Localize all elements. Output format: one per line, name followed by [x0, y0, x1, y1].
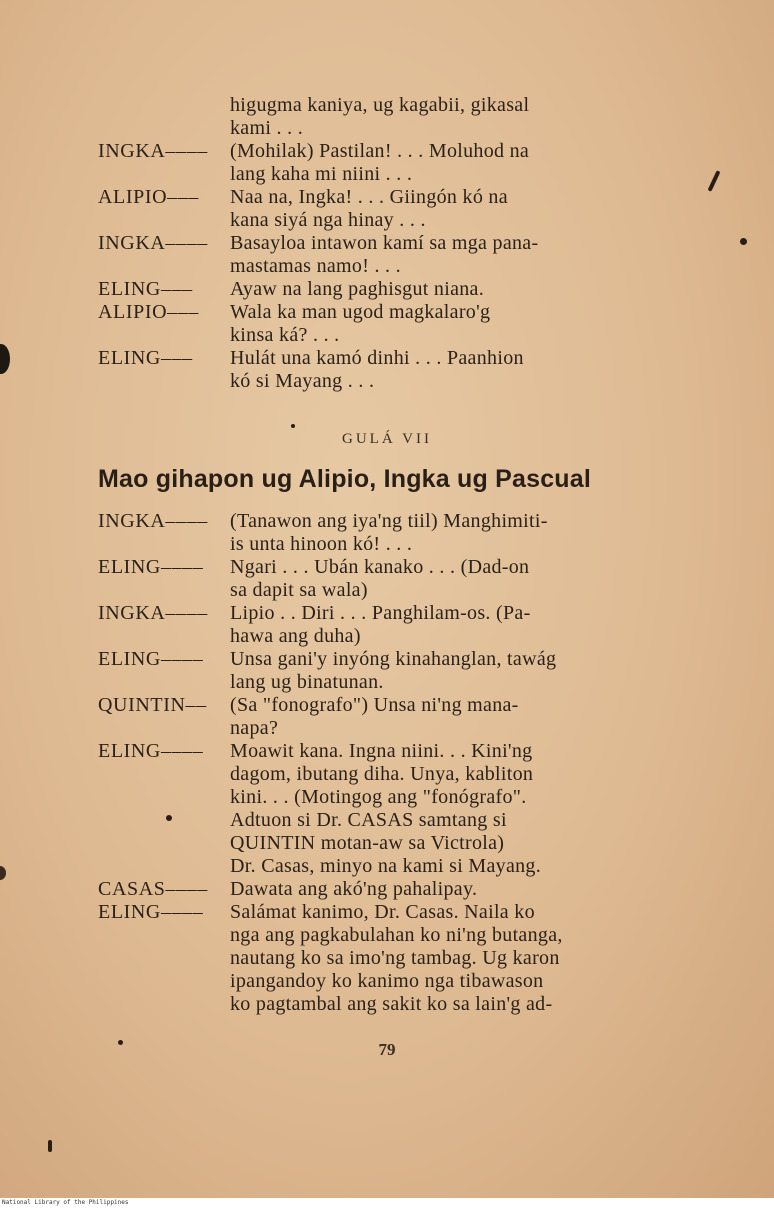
speech-line: Hulát una kamó dinhi . . . Paanhion	[230, 347, 524, 369]
dialogue-entry	[98, 602, 643, 648]
dialogue-entry	[98, 510, 643, 556]
speech-line: ko pagtambal ang sakit ko sa lain'g ad-	[230, 993, 553, 1015]
speech-line: Salámat kanimo, Dr. Casas. Naila ko	[230, 901, 535, 923]
binding-hole	[0, 344, 10, 374]
speaker-name: ELING––––	[98, 901, 204, 923]
dialogue-entry	[98, 901, 643, 1016]
speech-line: Wala ka man ugod magkalaro'g	[230, 301, 491, 323]
speaker-name: QUINTIN––	[98, 694, 207, 716]
speech-line: kinsa ká? . . .	[230, 324, 340, 346]
speech-line: hawa ang duha)	[230, 625, 361, 647]
speech-line: (Mohilak) Pastilan! . . . Moluhod na	[230, 140, 530, 162]
speech-line: nga ang pagkabulahan ko ni'ng butanga,	[230, 924, 563, 946]
speaker-name: CASAS––––	[98, 878, 208, 900]
speech-line: Lipio . . Diri . . . Panghilam-os. (Pa-	[230, 602, 531, 624]
speech-line: Dr. Casas, minyo na kami si Mayang.	[230, 855, 542, 877]
speech-line: is unta hinoon kó! . . .	[230, 533, 413, 555]
speech-line: Moawit kana. Ingna niini. . . Kini'ng	[230, 740, 533, 762]
speech-line: napa?	[230, 717, 279, 739]
speech-line: Basayloa intawon kamí sa mga pana-	[230, 232, 539, 254]
dialogue-entry	[98, 232, 643, 278]
dialogue-entry	[98, 694, 643, 740]
speech-line: higugma kaniya, ug kagabii, gikasal	[230, 94, 530, 116]
speaker-name: ELING–––	[98, 278, 193, 300]
speech-line: Adtuon si Dr. CASAS samtang si	[230, 809, 507, 831]
scene-title: Mao gihapon ug Alipio, Ingka ug Pascual	[98, 465, 592, 493]
footer-strip	[0, 1198, 774, 1208]
speaker-name: INGKA––––	[98, 140, 208, 162]
dialogue-entry	[98, 878, 643, 901]
dialogue-block-bottom	[98, 510, 643, 1016]
dialogue-entry	[98, 94, 643, 140]
speech-line: sa dapit sa wala)	[230, 579, 368, 601]
speech-line: mastamas namo! . . .	[230, 255, 401, 277]
speaker-name: ELING––––	[98, 556, 204, 578]
speech-line: (Tanawon ang iya'ng tiil) Manghimiti-	[230, 510, 548, 532]
speech-line: (Sa "fonografo") Unsa ni'ng mana-	[230, 694, 519, 716]
speech-line: kó si Mayang . . .	[230, 370, 375, 392]
speech-line: Unsa gani'y inyóng kinahanglan, tawág	[230, 648, 557, 670]
dialogue-entry	[98, 140, 643, 186]
paper-spot	[291, 424, 295, 428]
speech-line: nautang ko sa imo'ng tambag. Ug karon	[230, 947, 560, 969]
speech-line: lang ug binatunan.	[230, 671, 384, 693]
speech-line: ipangandoy ko kanimo nga tibawason	[230, 970, 544, 992]
speech-line: Ayaw na lang paghisgut niana.	[230, 278, 485, 300]
speech-line: dagom, ibutang diha. Unya, kabliton	[230, 763, 534, 785]
speaker-name: INGKA––––	[98, 510, 208, 532]
speaker-name: ELING–––	[98, 347, 193, 369]
dialogue-entry	[98, 278, 643, 301]
speech-line: Ngari . . . Ubán kanako . . . (Dad-on	[230, 556, 530, 578]
paper-spot	[48, 1140, 52, 1152]
speaker-name: INGKA––––	[98, 232, 208, 254]
scene-label: GULÁ VII	[342, 431, 432, 447]
speaker-name: INGKA––––	[98, 602, 208, 624]
paper-spot	[740, 238, 747, 245]
page-number: 79	[378, 1040, 396, 1059]
dialogue-entry	[98, 648, 643, 694]
dialogue-entry	[98, 556, 643, 602]
binding-hole	[0, 866, 6, 880]
speech-line: Naa na, Ingka! . . . Giingón kó na	[230, 186, 508, 208]
dialogue-entry	[98, 301, 643, 347]
speaker-name: ELING––––	[98, 740, 204, 762]
speech-line: kini. . . (Motingog ang "fonógrafo".	[230, 786, 527, 808]
dialogue-entry	[98, 347, 643, 393]
speech-line: Dawata ang akó'ng pahalipay.	[230, 878, 478, 900]
speaker-name: ALIPIO–––	[98, 186, 199, 208]
footer-credit: National Library of the Philippines	[2, 1199, 129, 1206]
speech-line: QUINTIN motan-aw sa Victrola)	[230, 832, 505, 854]
speaker-name: ALIPIO–––	[98, 301, 199, 323]
speech-line: kami . . .	[230, 117, 303, 139]
dialogue-entry	[98, 186, 643, 232]
paper-mark	[708, 170, 721, 192]
speech-line: kana siyá nga hinay . . .	[230, 209, 426, 231]
speaker-name: ELING––––	[98, 648, 204, 670]
dialogue-entry	[98, 740, 643, 878]
speech-line: lang kaha mi niini . . .	[230, 163, 413, 185]
dialogue-block-top	[98, 94, 643, 393]
